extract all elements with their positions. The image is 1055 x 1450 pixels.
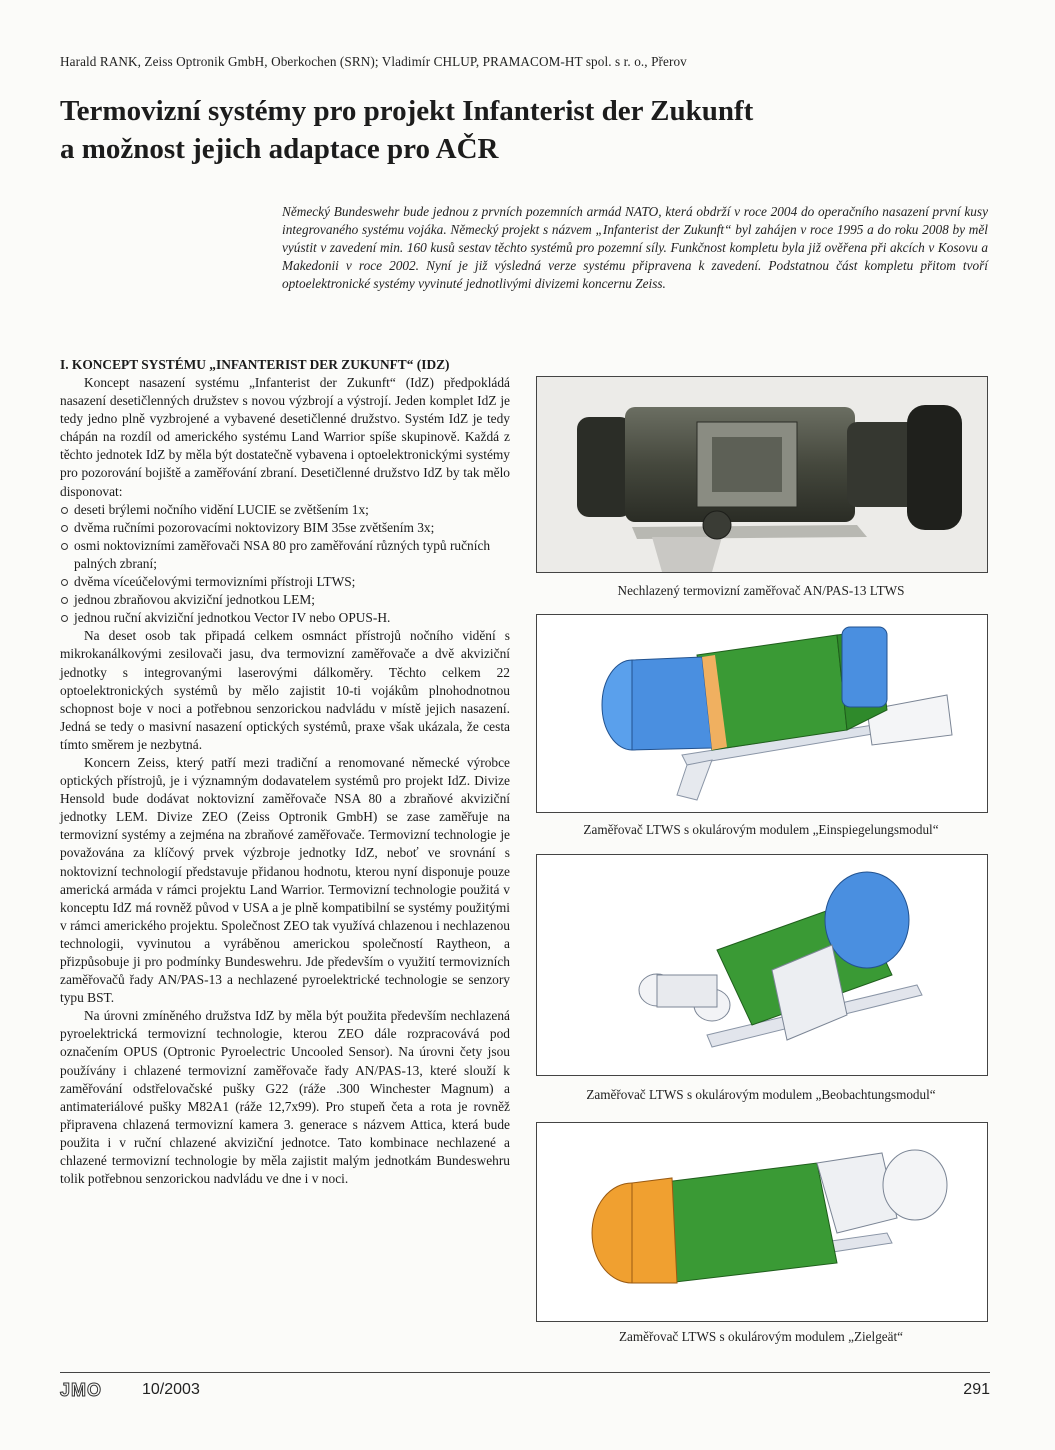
list-item: dvěma víceúčelovými termovizními přístroji LTWS; <box>60 573 510 591</box>
page-number: 291 <box>963 1381 990 1398</box>
ltws-einspiegelungsmodul-illustration <box>537 615 987 812</box>
title-line-1: Termovizní systémy pro projekt Infanterist der Zukunft <box>60 95 754 127</box>
figure-4-render <box>536 1122 988 1322</box>
ltws-beobachtungsmodul-illustration <box>537 855 987 1075</box>
list-item: osmi noktovizními zaměřovači NSA 80 pro zaměřování různých typů ručních palných zbraní; <box>60 537 510 573</box>
journal-logo: JMO <box>60 1380 103 1400</box>
paragraph-1: Koncept nasazení systému „Infanterist der Zukunft“ (IdZ) předpokládá nasazení desetičlenných družstev s novou výzbrojí a výstrojí. Jeden komplet IdZ je tedy jedno plně vyzbrojené a vybavené desetičlenné družstvo. Systém IdZ je tedy chápán na rozdíl od amerického systému Land Warrior spíše skupinově. Každá z těchto jednotek IdZ by měla být dostatečně vybavena i optoelektronickými systémy pro pozorování bojiště a zaměřování zbraní. Desetičlenné družstvo IdZ by tak mělo disponovat: <box>60 375 510 499</box>
section-heading: I. KONCEPT SYSTÉMU „INFANTERIST DER ZUKUNFT“ (IDZ) <box>60 357 450 372</box>
figure-4-caption: Zaměřovač LTWS s okulárovým modulem „Zielgeät“ <box>618 1329 904 1344</box>
list-item: jednou zbraňovou akviziční jednotkou LEM; <box>60 591 510 609</box>
footer-rule <box>60 1372 990 1373</box>
paragraph-4: Na úrovni zmíněného družstva IdZ by měla být použita především nechlazená pyroelektrická termovizní technologie, kterou ZEO dále rozpracovává pod označením OPUS (Optronic Pyroelectric Uncooled Sensor). Na úrovni čety jsou používány i chlazené termovizní zaměřovače řady AN/PAS-13, které slouží k zaměřování odstřelovačské pušky G22 (ráže .300 Winchester Magnum) a antimateriálové pušky M82A1 (ráže 12,7x99). Pro stupeň četa a rota je rovněž připravena chlazená termovizní kamera 3. generace s názvem Attica, která bude použita i v ruční chlazené akviziční jednotce. Tato kombinace nechlazené a chlazené termovizní technologie by měla zajistit malým jednotkám Bundeswehru tolik potřebnou senzorickou nadvládu ve dne i v noci. <box>60 1008 510 1187</box>
issue-number: 10/2003 <box>142 1381 200 1398</box>
abstract: Německý Bundeswehr bude jednou z prvních pozemních armád NATO, která obdrží v roce 2004 do operačního nasazení první kusy integrovaného systému vojáka. Německý projekt s názvem „Infanterist der Zukunft“ byl zahájen v roce 1995 a do roku 2008 by měl vyústit v zavedení min. 160 kusů sestav těchto systémů pro pozemní síly. Funkčnost kompletu byla již ověřena při akcích v Kosovu a Makedonii v roce 2002. Nyní je již výsledná verze systému připravena k zavedení. Podstatnou část kompletu přitom tvoří optoelektronické systémy vyvinuté jednotlivými divizemi koncernu Zeiss. <box>282 204 988 291</box>
ltws-zielgerat-illustration <box>537 1123 987 1321</box>
figure-2-render <box>536 614 988 813</box>
list-item: deseti brýlemi nočního vidění LUCIE se zvětšením 1x; <box>60 501 510 519</box>
list-item: jednou ruční akviziční jednotkou Vector IV nebo OPUS-H. <box>60 609 510 627</box>
authors-line: Harald RANK, Zeiss Optronik GmbH, Oberkochen (SRN); Vladimír CHLUP, PRAMACOM-HT spol. s r. o., Přerov <box>60 54 687 69</box>
figure-1-caption: Nechlazený termovizní zaměřovač AN/PAS-13 LTWS <box>617 583 905 598</box>
figure-2-caption: Zaměřovač LTWS s okulárovým modulem „Einspiegelungsmodul“ <box>583 822 939 837</box>
body-column <box>60 356 510 1188</box>
article-title <box>60 92 1010 168</box>
title-line-2: a možnost jejich adaptace pro AČR <box>60 133 499 165</box>
figure-3-render <box>536 854 988 1076</box>
thermal-sight-photo-illustration <box>537 377 987 572</box>
paragraph-2: Na deset osob tak připadá celkem osmnáct přístrojů nočního vidění s mikrokanálkovými zesilovači jasu, dva termovizní zaměřovače a dvě akviziční jednotky s integrovanými laserovými dálkoměry. Těchto celkem 22 optoelektronických systémů by mělo zajistit 10-ti vojákům plnohodnotnou schopnost boje v noci a potřebnou senzorickou nadvládu v místě jejich nasazení. Jedná se tedy o masivní nasazení optických systémů, praxe však ukázala, že cesta tímto směrem je nezbytná. <box>60 628 510 752</box>
figure-1-photo <box>536 376 988 573</box>
equipment-list <box>60 501 510 628</box>
figure-3-caption: Zaměřovač LTWS s okulárovým modulem „Beobachtungsmodul“ <box>586 1087 936 1102</box>
list-item: dvěma ručními pozorovacími noktovizory BIM 35se zvětšením 3x; <box>60 519 510 537</box>
paragraph-3: Koncern Zeiss, který patří mezi tradiční a renomované německé výrobce optických přístrojů, je i významným dodavatelem systémů pro projekt IdZ. Divize Hensold bude dodávat noktovizní zaměřovače NSA 80 a zbraňové akviziční jednotky LEM. Divize ZEO (Zeiss Optronik GmbH) se zase zaměřuje na termovizní systémy a zejména na zbraňové zaměřovače. Termovizní technologie je považována za klíčový prvek výzbroje jednotky IdZ, neboť ve srovnání s noktovizní technologií představuje přidanou hodnotu, kterou nyní disponuje pouze americká armáda v rámci projektu Land Warrior. Termovizní technologie použitá v konceptu IdZ má rovněž původ v USA a je plně kompatibilní se systémy použitými v rámci amerického projektu. Společnost ZEO tak využívá chlazenou i nechlazenou technologii, vyvinutou a vyráběnou americkou společností Raytheon, a přizpůsobuje ji pro podmínky Bundeswehru. Jde především o využití termovizních zaměřovačů řady AN/PAS-13 a nechlazené pyroelektrické technologie se senzory typu BST. <box>60 754 510 1006</box>
